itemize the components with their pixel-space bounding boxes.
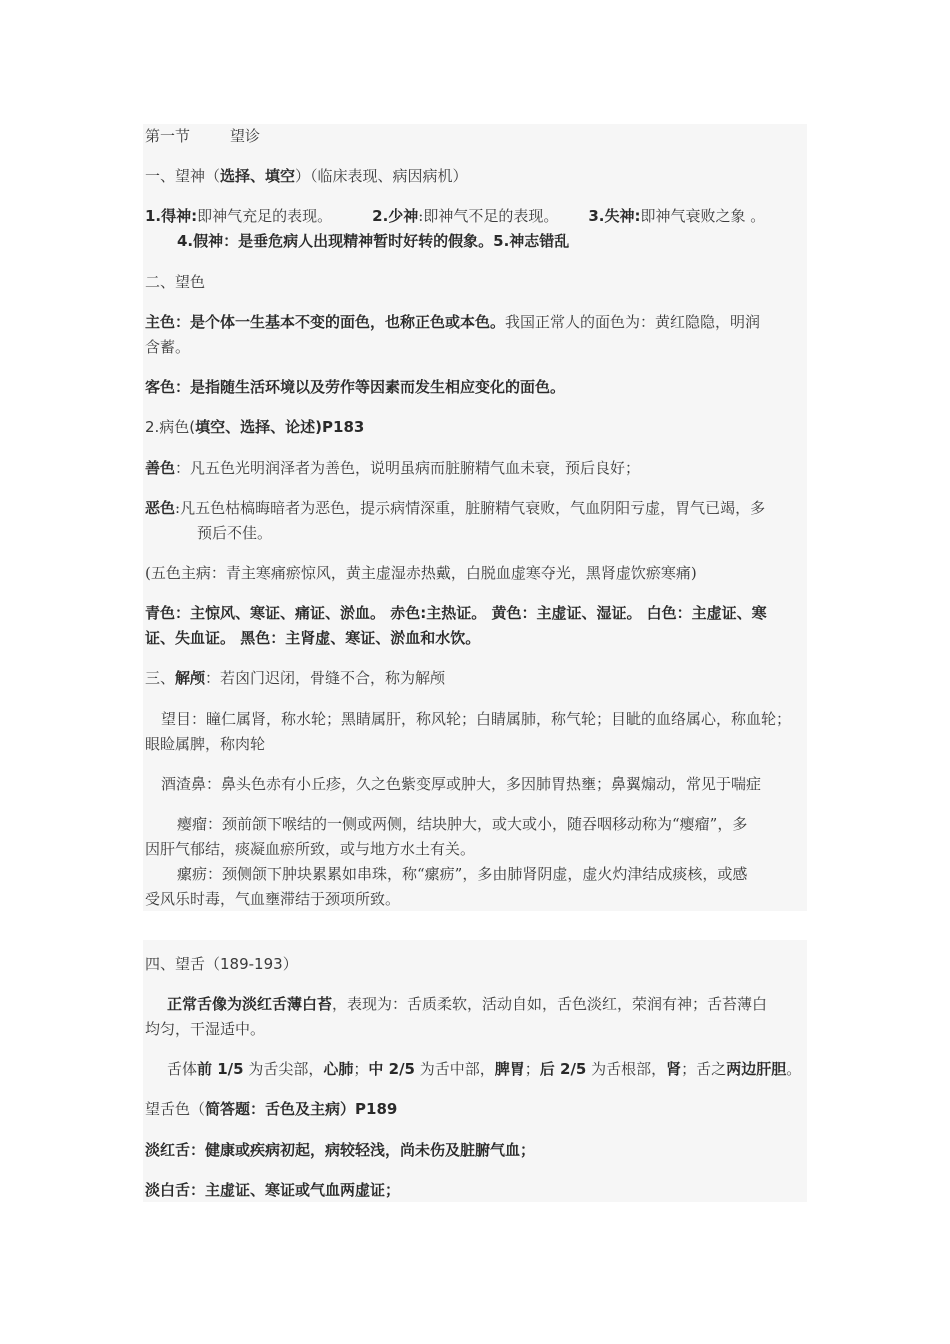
luoli-line-2: 受风乐时毒，气血壅滞结于颈项所致。 xyxy=(145,890,401,908)
shen-types-line-2: 4.假神：是垂危病人出现精神暂时好转的假象。5.神志错乱 xyxy=(177,232,570,250)
shen-types-line-1: 1.得神:即神气充足的表现。 2.少神:即神气不足的表现。 3.失神:即神气衰败之象 。 xyxy=(145,207,766,225)
heading-wangse: 二、望色 xyxy=(145,273,206,291)
wangmu-line-1: 望目：瞳仁属肾，称水轮；黑睛属肝，称风轮；白睛属肺，称气轮；目眦的血络属心，称血轮； xyxy=(161,710,792,728)
zhuse-line-2: 含蓄。 xyxy=(145,338,191,356)
color-disease-line-1: 青色：主惊风、寒证、痛证、淤血。 赤色:主热证。 黄色：主虚证、湿证。 白色：主虚证、寒 xyxy=(145,604,767,622)
color-disease-line-2: 证、失血证。 黑色：主肾虚、寒证、淤血和水饮。 xyxy=(145,629,481,647)
kese-line: 客色：是指随生活环境以及劳作等因素而发生相应变化的面色。 xyxy=(145,378,566,396)
heading-wangshe: 四、望舌（189-193） xyxy=(145,955,298,973)
zhuse-line-1: 主色：是个体一生基本不变的面色，也称正色或本色。我国正常人的面色为：黄红隐隐，明润 xyxy=(145,313,761,331)
jiuzhabi-line: 酒渣鼻：鼻头色赤有小丘疹，久之色紫变厚或肿大，多因肺胃热壅；鼻翼煽动，常见于喘症 xyxy=(161,775,762,793)
danbaishe-line: 淡白舌：主虚证、寒证或气血两虚证； xyxy=(145,1181,401,1199)
bingse-heading: 2.病色(填空、选择、论述)P183 xyxy=(145,418,365,436)
heading-wangshen: 一、望神（选择、填空）（临床表现、病因病机） xyxy=(145,167,468,185)
ese-line-1: 恶色:凡五色枯槁晦暗者为恶色，提示病情深重，脏腑精气衰败，气血阴阳亏虚，胃气已竭，多 xyxy=(145,499,766,517)
tongue-color-heading: 望舌色（简答题：舌色及主病）P189 xyxy=(145,1100,398,1118)
luoli-line-1: 瘰疬：颈侧颌下肿块累累如串珠，称“瘰疬”，多由肺肾阴虚，虚火灼津结成痰核，或感 xyxy=(177,865,748,883)
yingliu-line-2: 因肝气郁结，痰凝血瘀所致，或与地方水土有关。 xyxy=(145,840,476,858)
wangmu-line-2: 眼睑属脾，称肉轮 xyxy=(145,735,266,753)
normal-tongue-line-1: 正常舌像为淡红舌薄白苔，表现为：舌质柔软，活动自如，舌色淡红，荣润有神；舌苔薄白 xyxy=(167,995,768,1013)
ese-line-2: 预后不佳。 xyxy=(197,524,273,542)
danhongshe-line: 淡红舌：健康或疾病初起，病较轻浅，尚未伤及脏腑气血； xyxy=(145,1141,536,1159)
shanse-line: 善色：凡五色光明润泽者为善色，说明虽病而脏腑精气血未衰，预后良好； xyxy=(145,459,641,477)
tongue-zones-line: 舌体前 1/5 为舌尖部，心肺；中 2/5 为舌中部，脾胃；后 2/5 为舌根部，肾；舌之两边肝胆。 xyxy=(167,1060,802,1078)
jielu-line: 三、解颅：若囟门迟闭，骨缝不合，称为解颅 xyxy=(145,669,446,687)
section-title: 第一节 望诊 xyxy=(145,127,261,145)
yingliu-line-1: 瘿瘤：颈前颌下喉结的一侧或两侧，结块肿大，或大或小，随吞咽移动称为“瘿瘤”，多 xyxy=(177,815,748,833)
normal-tongue-line-2: 均匀，干湿适中。 xyxy=(145,1020,266,1038)
wuse-zhubing-line: (五色主病：青主寒痛瘀惊风，黄主虚湿赤热戴，白脱血虚寒夺光，黑肾虚饮瘀寒痛) xyxy=(145,564,697,582)
